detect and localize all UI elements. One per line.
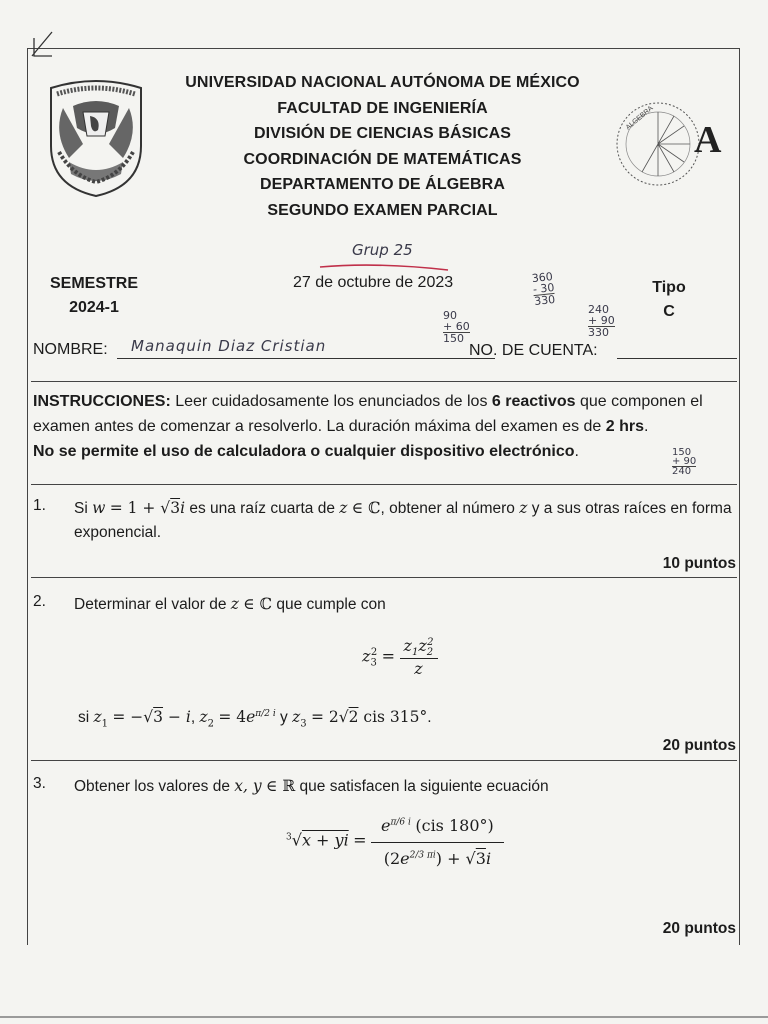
instructions-text: Leer cuidadosamente los enunciados de los (170, 393, 492, 410)
instructions-count: 6 reactivos (491, 393, 576, 410)
cuenta-label: NO. DE CUENTA: (469, 342, 598, 359)
instructions-lead: INSTRUCCIONES: (33, 393, 171, 410)
question-3-text: Obtener los valores de x, y ∈ ℝ que satisfacen la siguiente ecuación (74, 777, 549, 795)
instructions-text: . (574, 443, 579, 460)
algebra-department-logo-icon (614, 96, 724, 192)
handwritten-calc-b (588, 304, 615, 338)
divider (31, 484, 737, 485)
question-1-points: 10 puntos (662, 555, 736, 572)
question-2-number: 2. (33, 593, 46, 610)
nombre-label: NOMBRE: (33, 341, 108, 358)
faculty-title: FACULTAD DE INGENIERÍA (277, 99, 488, 117)
instructions (33, 389, 739, 464)
nombre-field[interactable] (117, 358, 495, 359)
instructions-warning: No se permite el uso de calculadora o cualquier dispositivo electrónico (33, 443, 575, 460)
unam-seal-icon (43, 78, 149, 198)
question-3-equation: $^3$√x + yi = $\frac{e^{\pi/6 i} (cis 180^\circ)}{(2e^{2/3 \pi i}) + √3i}$ (286, 814, 504, 869)
question-1-number: 1. (33, 497, 46, 514)
question-2-text: Determinar el valor de z ∈ ℂ que cumple con (74, 595, 386, 613)
exam-title: SEGUNDO EXAMEN PARCIAL (267, 201, 498, 219)
calc-line: 360 (531, 270, 554, 286)
divider (31, 577, 737, 578)
page-bottom-edge (0, 1016, 768, 1018)
calc-line: 150 (443, 332, 464, 345)
svg-text:ALGEBRA: ALGEBRA (624, 104, 655, 132)
calc-line: 330 (533, 292, 556, 309)
corner-pen-mark (30, 30, 60, 60)
instructions-text: que componen el examen antes de comenzar a resolverlo. La duración máxima del examen es de (33, 393, 703, 435)
division-title: DIVISIÓN DE CIENCIAS BÁSICAS (253, 125, 512, 142)
question-2-conditions: si $z_1 = -√3 - i$, $z_2 = 4e^{\pi/2 i}$ y $z_3 = 2√2$ cis 315°. (78, 708, 432, 730)
handwritten-calc-a (531, 271, 556, 307)
algebra-logo-letter: A (694, 119, 722, 161)
calc-line: - 30 (532, 280, 556, 297)
handwritten-calc-c (443, 310, 470, 344)
instructions-text: . (644, 418, 649, 435)
handwritten-group: Grup 25 (352, 241, 413, 259)
calc-line: + 90 (672, 456, 697, 467)
nombre-value: Manaquin Diaz Cristian (131, 337, 327, 355)
calc-line: 240 (588, 303, 609, 316)
calc-line: + 60 (443, 320, 470, 333)
coordination-title: COORDINACIÓN DE MATEMÁTICAS (243, 150, 522, 168)
semestre-block (46, 272, 142, 320)
tipo-value: C (663, 303, 675, 320)
handwritten-underline (318, 262, 453, 272)
question-1-text: Si w = 1 + √3i es una raíz cuarta de z ∈ ℂ, obtener al número z y a sus otras raíces en forma exponencial. (74, 499, 732, 541)
question-2-points: 20 puntos (662, 737, 736, 754)
calc-line: 330 (588, 326, 609, 339)
exam-date: 27 de octubre de 2023 (293, 274, 454, 291)
calc-line: 240 (672, 466, 692, 477)
question-2-equation: $z_3^2$ = $\frac{z_1z_2^2}{z}$ (362, 636, 438, 678)
divider (31, 381, 737, 382)
university-title: UNIVERSIDAD NACIONAL AUTÓNOMA DE MÉXICO (185, 74, 580, 91)
tipo-label: Tipo (652, 279, 686, 296)
tipo-block (641, 276, 697, 324)
divider (31, 760, 737, 761)
semestre-label: SEMESTRE (49, 275, 138, 292)
calc-line: 150 (672, 447, 692, 458)
instructions-duration: 2 hrs (605, 418, 644, 435)
question-3-number: 3. (33, 775, 46, 792)
calc-line: 90 (443, 309, 457, 322)
semestre-value: 2024-1 (69, 299, 119, 316)
calc-line: + 90 (588, 314, 615, 327)
department-title: DEPARTAMENTO DE ÁLGEBRA (260, 176, 505, 193)
cuenta-field[interactable] (617, 358, 737, 359)
question-3-points: 20 puntos (662, 920, 736, 937)
exam-header (160, 70, 605, 223)
